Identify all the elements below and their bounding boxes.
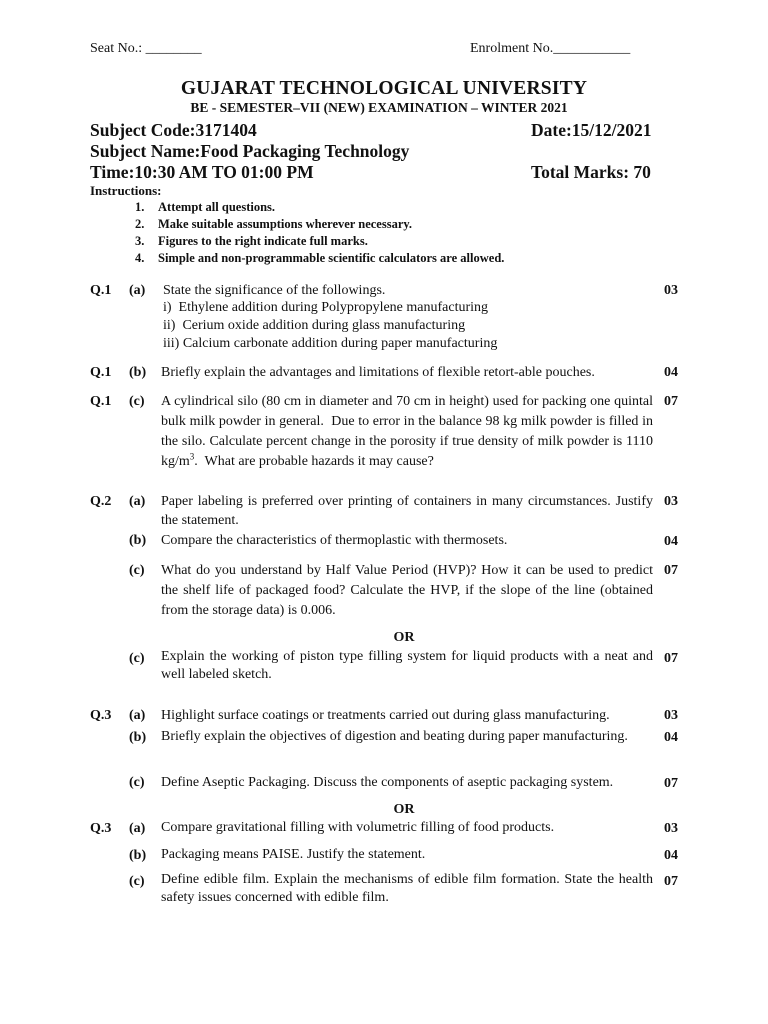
question-part: (c) [129,775,145,790]
question-part: (b) [129,365,147,380]
seat-number: Seat No.: ________ [90,41,202,56]
university-name: GUJARAT TECHNOLOGICAL UNIVERSITY [180,78,588,99]
instruction-text: Attempt all questions. [158,200,276,214]
question-number: Q.1 [90,365,112,380]
question-marks: 03 [664,708,678,723]
sub-item: i) Ethylene addition during Polypropylene manufacturing [163,300,489,315]
question-number: Q.3 [90,708,112,723]
question-part: (b) [129,533,147,548]
instruction-text: Make suitable assumptions wherever necessary. [158,217,413,231]
subject-code: Subject Code:3171404 [90,120,257,140]
question-part: (c) [129,394,145,409]
question-part: (b) [129,848,147,863]
question-text: Packaging means PAISE. Justify the statement. [161,847,426,862]
question-marks: 07 [664,394,678,409]
exam-time: Time:10:30 AM TO 01:00 PM [90,162,314,182]
question-marks: 07 [664,563,678,578]
question-marks: 04 [664,534,678,549]
question-text-part: A cylindrical silo (80 cm in diameter and 70 cm in height) used for packing one quintal bulk milk powder in general. Due to error in the balance 98 kg milk powder is filled in the silo. Calculate percent change in the porosity if true density of milk powder is 1110 kg/m [161,394,653,469]
question-part: (a) [129,708,146,723]
question-number: Q.2 [90,494,112,509]
question-text: Explain the working of piston type filling system for liquid products with a neat and well labeled sketch. [161,649,653,682]
question-text: Define edible film. Explain the mechanisms of edible film formation. State the health safety issues concerned with edible film. [161,872,653,905]
question-marks: 04 [664,365,678,380]
question-text-part: . What are probable hazards it may cause? [194,454,434,469]
question-number: Q.1 [90,394,112,409]
instructions-title: Instructions: [90,183,162,198]
question-marks: 04 [664,730,678,745]
question-marks: 04 [664,848,678,863]
question-text: Define Aseptic Packaging. Discuss the components of aseptic packaging system. [161,775,614,790]
instruction-text: Figures to the right indicate full marks. [158,234,368,248]
superscript: 3 [189,451,195,462]
exam-date: Date:15/12/2021 [531,120,652,140]
question-part: (b) [129,730,147,745]
question-number: Q.1 [90,283,112,298]
question-text: What do you understand by Half Value Period (HVP)? How it can be used to predict the shelf life of packaged food? Calculate the HVP, if the slope of the line (obtained from the storage data) is 0.006. [161,563,653,618]
question-text: Paper labeling is preferred over printing of containers in many circumstances. Justify the statement. [161,494,653,528]
instruction-number: 4. [135,251,145,265]
or-divider: OR [393,802,415,817]
question-text: Briefly explain the objectives of digestion and beating during paper manufacturing. [161,729,628,744]
question-text: Compare gravitational filling with volumetric filling of food products. [161,820,555,835]
or-divider: OR [393,630,415,645]
sub-item: iii) Calcium carbonate addition during paper manufacturing [163,336,498,351]
question-part: (c) [129,874,145,889]
question-marks: 07 [664,776,678,791]
question-text: Highlight surface coatings or treatments carried out during glass manufacturing. [161,708,610,723]
question-text: Compare the characteristics of thermoplastic with thermosets. [161,533,508,548]
total-marks: Total Marks: 70 [531,162,651,182]
instruction-number: 1. [135,200,145,214]
question-part: (a) [129,494,146,509]
question-part: (a) [129,283,146,298]
instruction-number: 3. [135,234,145,248]
question-marks: 07 [664,874,678,889]
question-number: Q.3 [90,821,112,836]
enrolment-number: Enrolment No.___________ [470,41,631,56]
question-part: (a) [129,821,146,836]
question-part: (c) [129,651,145,666]
subject-name: Subject Name:Food Packaging Technology [90,141,410,161]
question-text [161,392,653,472]
instruction-number: 2. [135,217,145,231]
instruction-text: Simple and non-programmable scientific calculators are allowed. [158,251,505,265]
exam-title: BE - SEMESTER–VII (NEW) EXAMINATION – WINTER 2021 [190,100,568,115]
question-part: (c) [129,563,145,578]
question-marks: 07 [664,651,678,666]
question-text: State the significance of the followings. [163,283,386,298]
question-marks: 03 [664,821,678,836]
question-marks: 03 [664,283,678,298]
question-marks: 03 [664,494,678,509]
question-text: Briefly explain the advantages and limitations of flexible retort-able pouches. [161,365,595,380]
sub-item: ii) Cerium oxide addition during glass manufacturing [163,318,466,333]
